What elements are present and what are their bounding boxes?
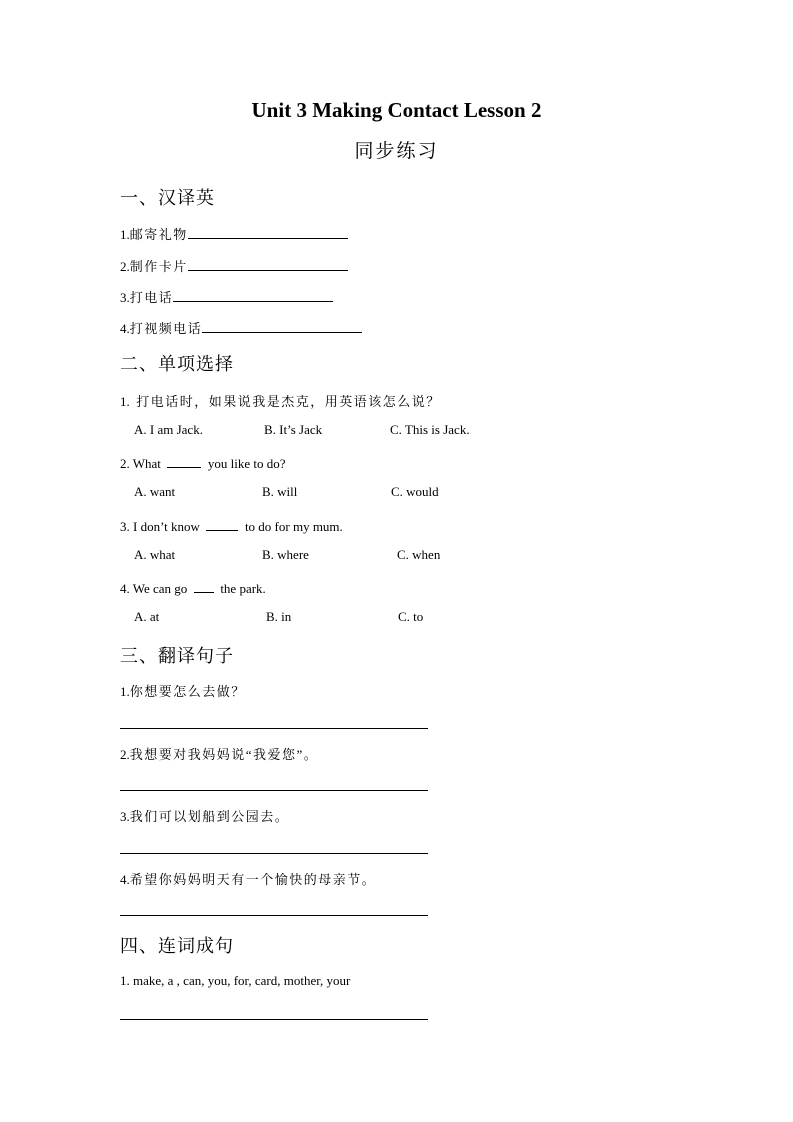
translate-item (120, 256, 348, 275)
sentence-item (120, 869, 376, 888)
item-number: 3. (120, 290, 130, 305)
question-text-after: the park. (220, 581, 266, 596)
sentence-item (120, 806, 289, 825)
answer-blank[interactable] (188, 256, 348, 271)
answer-line[interactable] (120, 1019, 428, 1020)
choice-question (120, 453, 286, 472)
question-text-before: We can go (132, 581, 188, 596)
question-number: 1. (120, 394, 130, 409)
option[interactable]: B. will (262, 484, 298, 499)
option[interactable]: C. This is Jack. (390, 422, 470, 437)
item-text: 我想要对我妈妈说“我爱您”。 (129, 747, 319, 762)
item-number: 4. (120, 321, 130, 336)
question-text-before: I don’t know (133, 519, 200, 534)
option[interactable]: A. want (134, 484, 176, 499)
option[interactable]: B. where (262, 547, 309, 562)
section-heading-word-order: 四、连词成句 (120, 936, 234, 956)
question-number: 4. (120, 581, 130, 596)
item-text: 制作卡片 (129, 259, 188, 274)
item-number: 1. (120, 227, 130, 242)
question-text-after: to do for my mum. (244, 519, 343, 534)
answer-blank[interactable] (202, 318, 362, 333)
option[interactable]: B. in (266, 609, 292, 624)
answer-line[interactable] (120, 790, 428, 791)
section-heading-multiple-choice: 二、单项选择 (120, 354, 234, 374)
item-text: 打电话 (129, 290, 174, 305)
item-text: make, a , can, you, for, card, mother, your (133, 973, 351, 988)
answer-blank[interactable] (173, 287, 333, 302)
answer-blank[interactable] (206, 516, 238, 531)
page-title: Unit 3 Making Contact Lesson 2 (251, 98, 542, 122)
translate-item (120, 318, 362, 337)
sentence-item (120, 681, 246, 700)
choice-question (120, 578, 266, 597)
option[interactable]: C. when (397, 547, 441, 562)
item-text: 我们可以划船到公园去。 (129, 809, 290, 824)
question-text-before: What (132, 456, 161, 471)
answer-line[interactable] (120, 915, 428, 916)
answer-blank[interactable] (188, 224, 348, 239)
item-text: 邮寄礼物 (129, 227, 188, 242)
item-number: 1. (120, 684, 130, 699)
choice-question (120, 516, 343, 535)
answer-blank[interactable] (167, 453, 201, 468)
question-number: 2. (120, 456, 130, 471)
section-heading-translate-to-english: 一、汉译英 (120, 188, 215, 208)
answer-line[interactable] (120, 853, 428, 854)
answer-line[interactable] (120, 728, 428, 729)
section-heading-translate-sentences: 三、翻译句子 (120, 646, 234, 666)
question-text-after: you like to do? (207, 456, 286, 471)
item-text: 你想要怎么去做？ (129, 684, 246, 699)
translate-item (120, 287, 333, 306)
question-text: 打电话时，如果说我是杰克，用英语该怎么说？ (136, 394, 441, 409)
question-number: 3. (120, 519, 130, 534)
item-text: 打视频电话 (129, 321, 203, 336)
option[interactable]: A. what (134, 547, 176, 562)
translate-item (120, 224, 348, 243)
choice-question (120, 391, 441, 410)
option[interactable]: C. would (391, 484, 439, 499)
option[interactable]: B. It’s Jack (264, 422, 323, 437)
answer-blank[interactable] (194, 578, 214, 593)
item-number: 4. (120, 872, 130, 887)
item-text: 希望你妈妈明天有一个愉快的母亲节。 (129, 872, 377, 887)
item-number: 3. (120, 809, 130, 824)
sentence-item (120, 744, 318, 763)
option[interactable]: A. at (134, 609, 160, 624)
option[interactable]: C. to (398, 609, 424, 624)
item-number: 2. (120, 747, 130, 762)
option[interactable]: A. I am Jack. (134, 422, 203, 437)
item-number: 2. (120, 259, 130, 274)
item-number: 1. (120, 973, 130, 988)
word-order-item (120, 973, 350, 989)
page-subtitle: 同步练习 (354, 141, 439, 162)
